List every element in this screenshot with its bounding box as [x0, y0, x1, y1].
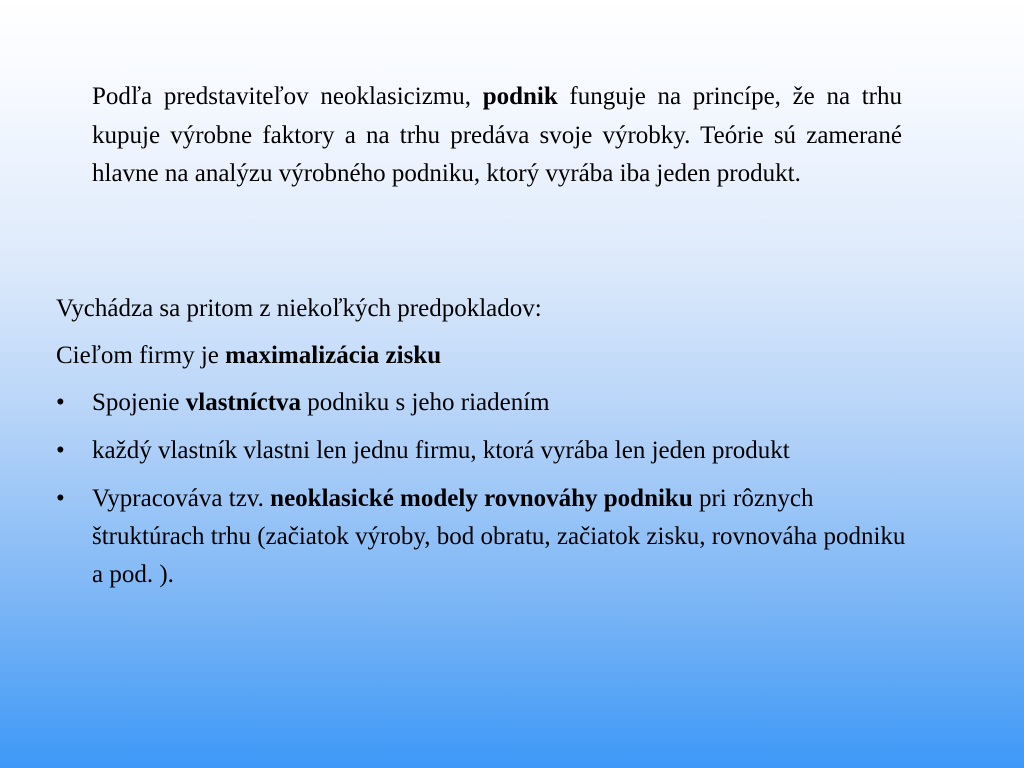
- bullet-icon: •: [56, 485, 65, 512]
- list-item: [56, 480, 916, 594]
- list-item-text: každý vlastník vlastni len jednu firmu, ktorá vyrába len jeden produkt: [92, 437, 790, 464]
- intro-text-start: Podľa predstaviteľov neoklasicizmu,: [92, 83, 483, 110]
- list-item-text: Vypracováva tzv.: [92, 485, 271, 512]
- goal-text: Cieľom firmy je: [56, 342, 226, 369]
- assumptions-intro: Vychádza sa pritom z niekoľkých predpokladov:: [56, 295, 542, 322]
- list-item: [56, 432, 916, 470]
- list-item: [56, 384, 916, 422]
- bullet-icon: •: [56, 389, 65, 416]
- bullet-icon: •: [56, 437, 65, 464]
- intro-bold-term: podnik: [482, 83, 558, 110]
- intro-text-end: funguje na princípe, že na trhu kupuje výrobne faktory a na trhu predáva svoje výrobky. Teórie sú zamerané hlavne na analýzu výrobného podniku, ktorý vyrába iba jeden produkt.: [92, 83, 903, 187]
- intro-paragraph: [92, 78, 902, 194]
- list-item-text: Spojenie: [92, 389, 186, 416]
- goal-line: [56, 337, 441, 375]
- goal-bold-text: maximalizácia zisku: [225, 342, 442, 369]
- assumptions-list: [56, 384, 916, 604]
- list-item-text-end: pri rôznych štruktúrach trhu (začiatok výroby, bod obratu, začiatok zisku, rovnováha podniku a pod. ).: [92, 485, 906, 588]
- list-item-text-end: podniku s jeho riadením: [301, 389, 550, 416]
- list-item-bold-text: vlastníctva: [185, 389, 302, 416]
- list-item-bold-text: neoklasické modely rovnováhy podniku: [270, 485, 693, 512]
